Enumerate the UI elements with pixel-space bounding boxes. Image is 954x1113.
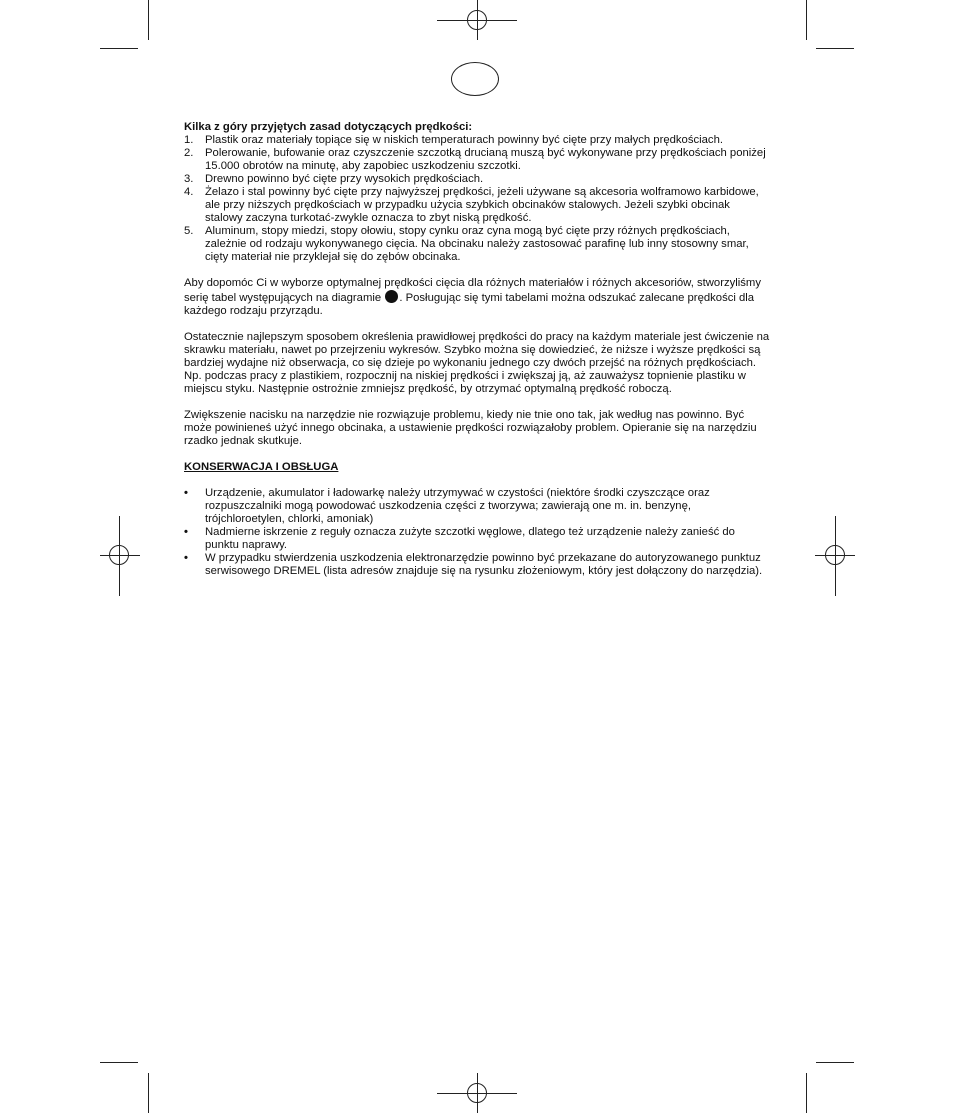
list-item: 4. Żelazo i stal powinny być cięte przy najwyższej prędkości, jeżeli używane są akcesoria wolframowo karbidowe, ale przy niższych prędkościach w przypadku użycia szybkich obcinaków stalowych. Jeżeli szybki obcinak stalowy zaczyna turkotać-zwykle oznacza to zbyt niską prędkość. xyxy=(184,186,759,224)
list-item: 3. Drewno powinno być cięte przy wysokich prędkościach. xyxy=(184,173,484,185)
list-item: • Urządzenie, akumulator i ładowarkę należy utrzymywać w czystości (niektóre środki czyszczące oraz rozpuszczalniki mogą powodować uszkodzenia części z tworzywa; zawierają one m. in. benzynę, trójchloroetylen, chlorki, amoniak) xyxy=(184,487,710,525)
crop-mark-top-left-horizontal xyxy=(100,48,138,49)
list-item: 2. Polerowanie, bufowanie oraz czyszczenie szczotką drucianą muszą być wykonywane przy prędkościach poniżej 15.000 obrotów na minutę, aby zapobiec uszkodzeniu szczotki. xyxy=(184,147,766,172)
list-item: • Nadmierne iskrzenie z reguły oznacza zużyte szczotki węglowe, dlatego też urządzenie należy zanieść do punktu naprawy. xyxy=(184,526,735,551)
crop-mark-bottom-left-vertical xyxy=(148,1073,149,1113)
speed-rules-list xyxy=(184,134,770,264)
crop-mark-top-right-horizontal xyxy=(816,48,854,49)
maintenance-list xyxy=(184,487,770,578)
paragraph-speed-tables: Aby dopomóc Ci w wyborze optymalnej prędkości cięcia dla różnych materiałów i różnych akcesoriów, stworzyliśmy serię tabel występujących na diagramie . Posługując się tymi tabelami można odszukać zalecane prędkości dla każdego rodzaju przyrządu. xyxy=(184,277,761,317)
maintenance-section-title: KONSERWACJA I OBSŁUGA xyxy=(184,461,339,473)
crop-mark-bottom-left-horizontal xyxy=(100,1062,138,1063)
paragraph-best-method: Ostatecznie najlepszym sposobem określenia prawidłowej prędkości do pracy na każdym materiale jest ćwiczenie na skrawku materiału, nawet po przejrzeniu wykresów. Szybko można się dowiedzieć, że niższe i wyższe prędkości są bardziej wydajne niż obserwacja, co się dzieje po wykonaniu jednego czy dwóch przejść na różnych prędkościach. Np. podczas pracy z plastikiem, rozpocznij na niskiej prędkości i zwiększaj ją, aż zauważysz topnienie plastiku w miejscu styku. Następnie ostrożnie zmniejsz prędkość, by otrzymać optymalną prędkość roboczą. xyxy=(184,331,770,395)
crop-mark-bottom-right-vertical xyxy=(806,1073,807,1113)
crop-mark-top-left-vertical xyxy=(148,0,149,40)
crop-mark-top-right-vertical xyxy=(806,0,807,40)
list-item: • W przypadku stwierdzenia uszkodzenia elektronarzędzie powinno być przekazane do autoryzowanego punktuz serwisowego DREMEL (lista adresów znajduje się na rysunku złożeniowym, który jest dołączony do narzędzia). xyxy=(184,552,763,577)
paragraph-pressure: Zwiększenie nacisku na narzędzie nie rozwiązuje problemu, kiedy nie tnie ono tak, jak według nas powinno. Być może powinieneś użyć innego obcinaka, a ustawienie prędkości rozwiązałoby problem. Opieranie się na narzędziu rzadko jednak skutkuje. xyxy=(184,409,757,447)
list-item: 5. Aluminum, stopy miedzi, stopy ołowiu, stopy cynku oraz cyna mogą być cięte przy różnych prędkościach, zależnie od rodzaju wykonywanego cięcia. Na obcinaku należy zastosować parafinę lub inny stosowny smar, cięty materiał nie przyklejał się do zębów obcinaka. xyxy=(184,225,749,263)
document-body xyxy=(184,121,770,578)
bullet-icon: • xyxy=(184,526,188,538)
list-item: 1. Plastik oraz materiały topiące się w niskich temperaturach powinny być cięte przy małych prędkościach. xyxy=(184,134,723,146)
diagram-reference-dot-icon xyxy=(385,290,398,303)
bullet-icon: • xyxy=(184,487,188,499)
crop-mark-bottom-right-horizontal xyxy=(816,1062,854,1063)
page-number-oval xyxy=(451,62,499,96)
bullet-icon: • xyxy=(184,552,188,564)
speed-rules-heading: Kilka z góry przyjętych zasad dotyczących prędkości: xyxy=(184,121,473,133)
